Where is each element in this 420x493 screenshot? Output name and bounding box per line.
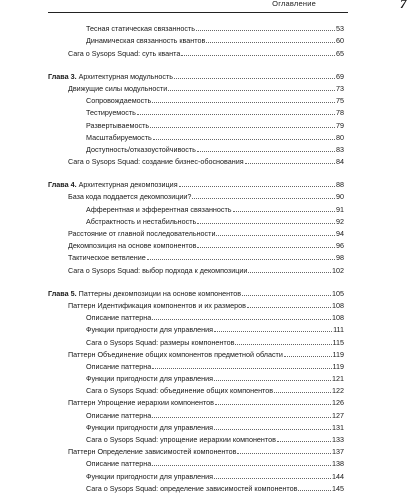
toc-page-number: 119 (332, 349, 344, 359)
toc-entry-text: Паттерн Определение зависимостей компонентов (68, 447, 237, 457)
toc-entry (48, 189, 344, 201)
toc-entry-title (48, 180, 178, 189)
toc-page-number: 133 (332, 435, 344, 444)
toc-page-number: 105 (332, 288, 344, 298)
toc-entry-title (68, 49, 180, 58)
dot-leader (206, 42, 335, 43)
toc-entry-title (68, 266, 247, 275)
toc-entry-title (86, 484, 297, 493)
toc-entry-text: Доступность/отказоустойчивость (86, 144, 196, 154)
toc-page-number: 115 (332, 337, 344, 347)
toc-entry-title (86, 459, 151, 468)
chapter-label: Глава 4. (48, 180, 77, 190)
toc-page-number: 108 (332, 313, 344, 323)
toc-entry-text: Архитектурная модульность (76, 71, 174, 81)
toc-entry-title (86, 36, 205, 45)
toc-entry-title (68, 241, 196, 250)
toc-page-number: 98 (336, 253, 344, 263)
toc-entry (48, 226, 344, 238)
toc-page-number: 88 (336, 180, 344, 190)
toc-entry-text: Сопровождаемость (86, 96, 152, 106)
dot-leader (214, 429, 331, 430)
toc-page-number: 111 (333, 325, 344, 335)
toc-chapter-entry (48, 286, 344, 298)
toc-entry (48, 481, 344, 493)
dot-leader (152, 417, 331, 418)
toc-entry-title (86, 313, 151, 322)
toc-entry-text: Абстрактность и нестабильность (86, 216, 197, 226)
toc-entry-title (68, 398, 214, 407)
toc-entry-title (86, 386, 273, 395)
toc-entry-title (68, 229, 215, 238)
dot-leader (150, 127, 335, 128)
toc-entry (48, 310, 344, 322)
toc-entry-text: Развертываемость (86, 120, 150, 130)
dot-leader (214, 380, 331, 381)
toc-entry-title (86, 472, 213, 481)
toc-entry-title (86, 24, 195, 33)
toc-page-number: 84 (336, 157, 344, 167)
toc-entry (48, 420, 344, 432)
toc-entry-text: Паттерн Идентификация компонентов и их размеров (68, 300, 246, 310)
toc-page-number: 122 (332, 386, 344, 396)
toc-entry-text: Описание паттерна (86, 361, 152, 371)
toc-entry-title (86, 411, 151, 420)
toc-entry-title (86, 217, 196, 226)
toc-entry (48, 214, 344, 226)
toc-entry (48, 395, 344, 407)
dot-leader (197, 223, 335, 224)
toc-page-number: 94 (336, 229, 344, 238)
dot-leader (179, 186, 335, 187)
dot-leader (248, 272, 331, 273)
toc-chapter-entry (48, 69, 344, 81)
toc-entry-text: Паттерн Упрощение иерархии компонентов (68, 398, 214, 408)
toc-entry-title (86, 133, 152, 142)
toc-page-number: 119 (332, 361, 344, 371)
toc-entry-text: Сага о Sysops Squad: упрощение иерархии компонентов (86, 435, 276, 444)
dot-leader (214, 331, 332, 332)
toc-entry-text: Функции пригодности для управления (86, 471, 214, 481)
toc-entry-text: Афферентная и эфферентная связанность (86, 204, 232, 214)
toc-entry-title (68, 350, 283, 359)
toc-page-number: 138 (332, 459, 344, 469)
toc-page-number: 79 (336, 120, 344, 130)
chapter-label: Глава 3. (48, 71, 77, 81)
toc-entry (48, 456, 344, 468)
dot-leader (216, 235, 335, 236)
dot-leader (197, 151, 335, 152)
toc-entry-text: Динамическая связанность квантов (86, 36, 206, 46)
dot-leader (274, 392, 331, 393)
toc-entry-title (86, 435, 276, 444)
toc-page-number: 53 (336, 24, 344, 34)
toc-entry-text: Функции пригодности для управления (86, 325, 214, 335)
toc-entry-text: Тесная статическая связанность (86, 24, 195, 34)
table-of-contents (48, 21, 344, 493)
toc-entry (48, 45, 344, 57)
toc-page-number: 145 (332, 483, 344, 493)
toc-entry-title (86, 96, 151, 105)
toc-entry-title (48, 72, 173, 81)
dot-leader (215, 404, 331, 405)
toc-entry (48, 262, 344, 274)
toc-entry (48, 383, 344, 395)
toc-entry-title (68, 301, 246, 310)
dot-leader (152, 368, 331, 369)
dot-leader (196, 30, 335, 31)
toc-page-number: 91 (336, 204, 344, 214)
dot-leader (242, 295, 331, 296)
toc-page-number: 69 (336, 71, 344, 81)
chapter-label: Глава 5. (48, 288, 77, 298)
page-header (48, 0, 407, 13)
toc-entry-text: Функции пригодности для управления (86, 374, 214, 384)
toc-entry-title (86, 338, 234, 347)
dot-leader (192, 198, 335, 199)
toc-entry-title (48, 289, 241, 298)
dot-leader (247, 307, 331, 308)
toc-entry-text: Функции пригодности для управления (86, 422, 214, 432)
toc-entry-text: Тестируемость (86, 108, 136, 118)
dot-leader (197, 247, 335, 248)
toc-page-number: 102 (332, 265, 344, 275)
toc-entry-title (86, 362, 151, 371)
toc-entry-text: Декомпозиция на основе компонентов (68, 241, 197, 251)
toc-entry (48, 21, 344, 33)
toc-entry (48, 33, 344, 45)
toc-page-number: 144 (332, 471, 344, 481)
dot-leader (284, 356, 332, 357)
dot-leader (245, 163, 335, 164)
toc-entry-text: Сага о Sysops Squad: создание бизнес-обоснования (68, 157, 244, 167)
toc-entry-text: Сага о Sysops Squad: объединение общих компонентов (86, 386, 274, 396)
toc-entry-text: Сага о Sysops Squad: суть кванта (68, 48, 181, 58)
toc-entry-text: Расстояние от главной последовательности (68, 229, 216, 238)
toc-entry-text: База кода поддается декомпозиции? (68, 192, 192, 202)
toc-entry (48, 444, 344, 456)
page-number: 7 (400, 0, 407, 11)
toc-entry-title (86, 145, 196, 154)
toc-entry (48, 130, 344, 142)
toc-page-number: 80 (336, 132, 344, 142)
toc-entry-title (86, 205, 232, 214)
toc-entry-text: Описание паттерна (86, 410, 152, 420)
toc-page-number: 137 (332, 447, 344, 457)
toc-entry-text: Описание паттерна (86, 459, 152, 469)
dot-leader (237, 453, 331, 454)
toc-page-number: 127 (332, 410, 344, 420)
running-title: Оглавление (272, 0, 316, 8)
toc-entry-text: Архитектурная декомпозиция (76, 180, 178, 190)
dot-leader (168, 90, 335, 91)
toc-entry-title (68, 192, 191, 201)
toc-entry (48, 407, 344, 419)
toc-entry-text: Движущие силы модульности (68, 83, 168, 93)
toc-entry (48, 347, 344, 359)
toc-entry-text: Паттерны декомпозиции на основе компонентов (76, 288, 242, 298)
dot-leader (152, 465, 331, 466)
toc-entry-title (68, 84, 167, 93)
toc-entry-text: Описание паттерна (86, 313, 152, 323)
toc-page-number: 96 (336, 241, 344, 251)
toc-page-number: 78 (336, 108, 344, 118)
dot-leader (277, 441, 331, 442)
toc-entry (48, 468, 344, 480)
toc-entry (48, 201, 344, 213)
toc-entry-text: Сага о Sysops Squad: размеры компонентов (86, 337, 235, 347)
toc-entry-text: Сага о Sysops Squad: определение зависимостей компонентов (86, 483, 298, 493)
toc-chapter-entry (48, 177, 344, 189)
toc-page-number: 60 (336, 36, 344, 46)
toc-entry-title (68, 253, 146, 262)
toc-page-number: 65 (336, 48, 344, 58)
dot-leader (147, 259, 335, 260)
toc-page-number: 131 (332, 422, 344, 432)
toc-page-number: 90 (336, 192, 344, 202)
toc-entry-title (86, 121, 149, 130)
toc-entry (48, 238, 344, 250)
toc-page-number: 75 (336, 96, 344, 106)
dot-leader (152, 319, 331, 320)
toc-entry (48, 322, 344, 334)
toc-entry-title (86, 374, 213, 383)
toc-entry (48, 81, 344, 93)
toc-entry (48, 117, 344, 129)
toc-entry (48, 142, 344, 154)
toc-entry-title (68, 447, 236, 456)
toc-entry-text: Сага о Sysops Squad: выбор подхода к декомпозиции (68, 265, 248, 275)
dot-leader (298, 490, 331, 491)
dot-leader (214, 478, 331, 479)
dot-leader (233, 211, 335, 212)
toc-entry-text: Масштабируемость (86, 132, 152, 142)
toc-entry (48, 298, 344, 310)
toc-entry (48, 250, 344, 262)
toc-entry-title (86, 108, 136, 117)
dot-leader (153, 139, 335, 140)
toc-page-number: 83 (336, 144, 344, 154)
dot-leader (181, 55, 335, 56)
toc-entry-title (86, 423, 213, 432)
toc-page-number: 73 (336, 83, 344, 93)
dot-leader (137, 114, 335, 115)
toc-entry (48, 154, 344, 166)
toc-entry (48, 93, 344, 105)
toc-entry-title (86, 325, 213, 334)
toc-entry (48, 105, 344, 117)
toc-page-number: 108 (332, 300, 344, 310)
toc-page-number: 92 (336, 216, 344, 226)
toc-entry-text: Паттерн Объединение общих компонентов предметной области (68, 349, 283, 359)
toc-entry (48, 359, 344, 371)
toc-page-number: 126 (332, 398, 344, 408)
toc-entry-text: Тактическое ветвление (68, 253, 146, 263)
dot-leader (152, 102, 335, 103)
toc-page-number: 121 (332, 374, 344, 384)
toc-entry (48, 371, 344, 383)
toc-entry (48, 334, 344, 346)
dot-leader (235, 344, 331, 345)
toc-entry-title (68, 157, 244, 166)
toc-entry (48, 432, 344, 444)
dot-leader (174, 78, 335, 79)
